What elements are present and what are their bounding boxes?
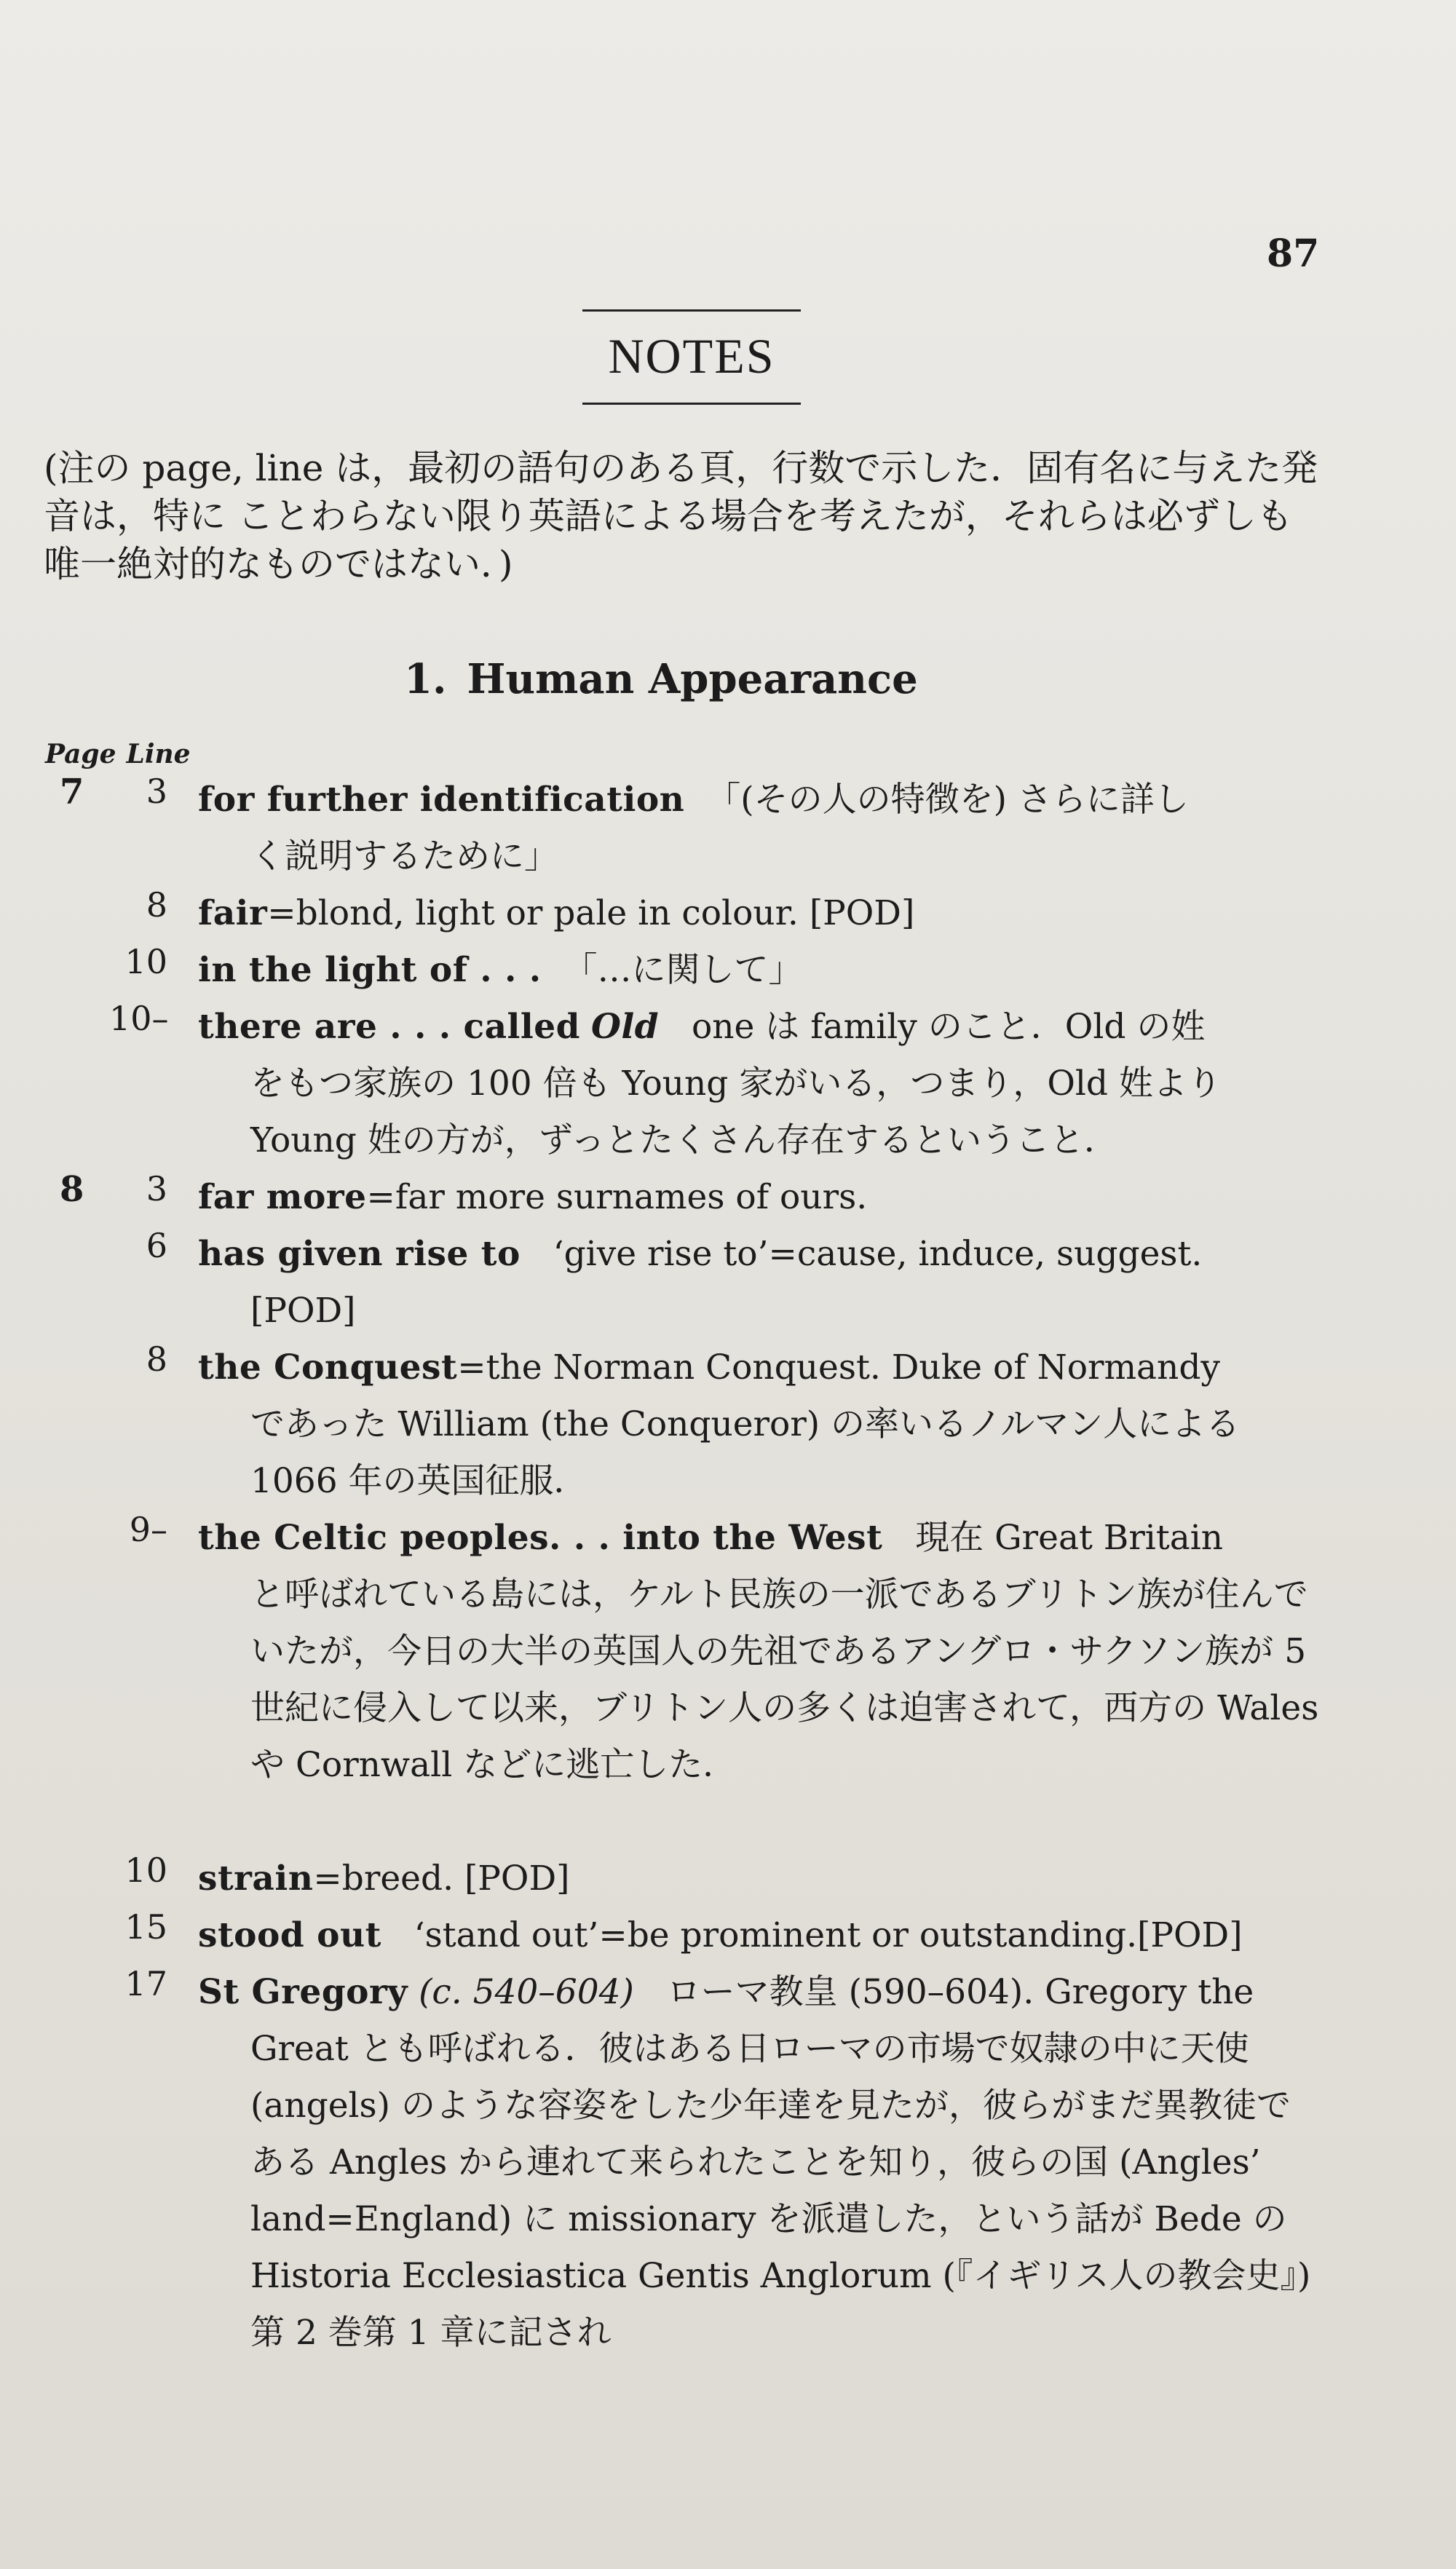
note-term: stood out [198,1915,381,1955]
note-term: there are . . . called [198,1007,581,1047]
note-line: 6 [146,1226,167,1265]
note-text: =far more surnames of ours. [366,1177,868,1217]
note-dates: (c. 540–604) [419,1972,634,2012]
note-body [198,772,1319,885]
notes-title-block [582,309,801,405]
note-continuation: と呼ばれている島には，ケルト民族の一派であるブリトン族が住んでいたが，今日の大半の英国人の先祖であるアングロ・サクソン族が 5 世紀に侵入して以来，ブリトン人の多くは迫害されて，西方の Wales や Cornwall などに逃亡した． [250,1575,1319,1785]
note-term: strain [198,1859,314,1899]
column-header-page: Page [45,739,116,769]
note-body [198,1850,1319,1907]
note-line: 3 [146,772,167,811]
column-header-line: Line [126,739,191,769]
note-text: 現在 Great Britain [915,1518,1224,1558]
note-line: 10 [124,942,167,981]
note-body [198,1226,1319,1339]
note-continuation: であった William (the Conqueror) の率いるノルマン人による 1066 年の英国征服． [250,1404,1241,1501]
note-line: 8 [146,885,167,925]
note-body [198,885,1319,942]
note-continuation: く説明するために」 [250,836,558,876]
section-heading [404,655,918,703]
page-number: 87 [1267,231,1320,276]
note-text: 「(その人の特徴を) さらに詳し [706,780,1189,820]
note-term-italic: Old [590,1007,660,1047]
note-term: the Conquest [198,1347,458,1388]
note-term: St Gregory [198,1972,408,2012]
note-term: far more [198,1177,367,1217]
note-term: the Celtic peoples. . . into the West [198,1518,883,1558]
note-body [198,1169,1319,1226]
note-term: for further identification [198,780,685,820]
note-line: 9– [129,1510,167,1549]
note-text: ‘stand out’=be prominent or outstanding.[POD] [414,1915,1243,1955]
note-term: in the light of . . . [198,950,542,990]
note-text: one は family のこと．Old の姓 [691,1007,1206,1047]
note-text: =blond, light or pale in colour. [POD] [267,893,915,933]
note-continuation: Great とも呼ばれる．彼はある日ローマの市場で奴隷の中に天使 (angels) のような容姿をした少年達を見たが，彼らがまだ異教徒である Angles から連れて来られたことを知り，彼らの国 (Angles’ land=England) に missionary を派遣した，という話が Bede の Historia Ecclesiastica Gentis Anglorum (『イギリス人の教会史』) 第 2 巻第 1 章に記され [250,2029,1311,2353]
note-body [198,942,1319,999]
note-body [198,1964,1319,2362]
note-line: 3 [146,1169,167,1208]
title-bottom-rule [582,403,801,405]
note-term: fair [198,893,268,933]
note-page: 7 [60,772,84,812]
note-body [198,1339,1319,1510]
note-line: 8 [146,1339,167,1379]
note-line: 10– [109,999,169,1038]
note-continuation: をもつ家族の 100 倍も Young 家がいる，つまり，Old 姓より Young 姓の方が，ずっとたくさん存在するということ． [250,1064,1222,1160]
note-continuation: [POD] [250,1291,356,1331]
note-text: 「…に関して」 [563,950,803,990]
note-line: 17 [124,1964,167,2003]
note-text: =the Norman Conquest. Duke of Normandy [457,1347,1220,1388]
note-body [198,999,1319,1169]
note-text: =breed. [POD] [313,1859,570,1899]
column-headers [45,739,201,769]
notes-title: NOTES [608,328,775,384]
note-text: ローマ教皇 (590–604). Gregory the [666,1972,1254,2012]
section-number: 1. [404,655,447,703]
note-text: ‘give rise to’=cause, induce, suggest. [553,1234,1203,1274]
section-title: Human Appearance [467,655,918,703]
note-line: 10 [124,1850,167,1890]
note-body [198,1510,1319,1794]
note-term: has given rise to [198,1234,521,1274]
intro-paragraph: (注の page, line は，最初の語句のある頁，行数で示した．固有名に与えた発音は，特に ことわらない限り英語による場合を考えたが，それらは必ずしも唯一絶対的なものではない．) [44,447,1318,585]
note-line: 15 [124,1907,167,1947]
note-page: 8 [60,1169,84,1210]
note-body [198,1907,1319,1964]
